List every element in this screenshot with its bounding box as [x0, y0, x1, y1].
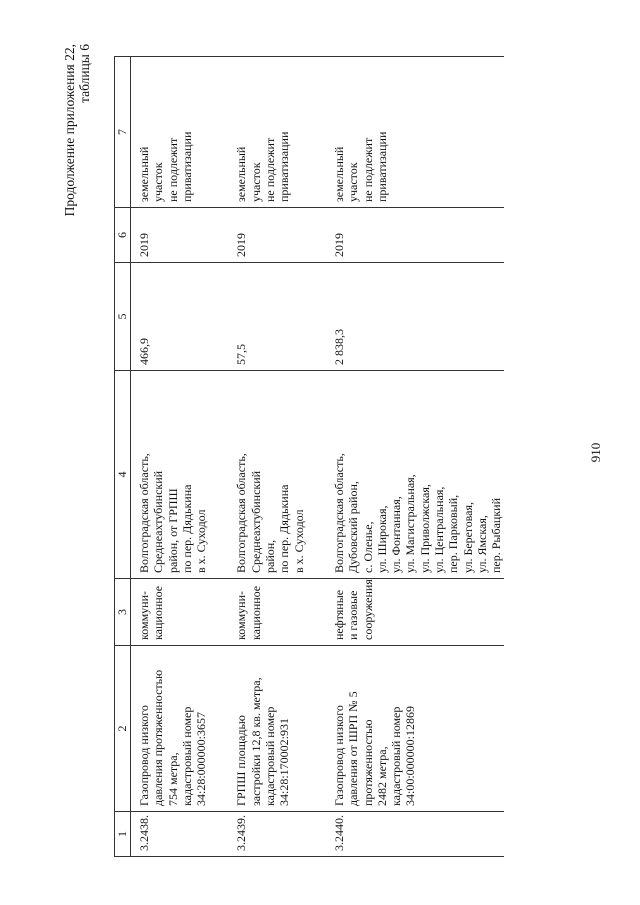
- column-header-2: 2: [115, 646, 131, 812]
- column-header-5: 5: [115, 263, 131, 371]
- row-number: 3.2438.: [131, 812, 229, 857]
- object-name: Газопровод низкого давления от ШРП № 5 протяженностью 2482 метра, кадастровый номер 34:00:000000:12869: [326, 646, 504, 812]
- column-header-7: 7: [115, 57, 131, 208]
- table-row: [131, 57, 229, 857]
- object-area: 57,5: [228, 263, 325, 371]
- table-row: [326, 57, 504, 857]
- row-number: 3.2440.: [326, 812, 504, 857]
- object-location: Волгоградская область, Среднеахтубинский район, от ГРПШ по пер. Дядькина в х. Суходол: [131, 371, 229, 579]
- object-purpose: нефтяные и газовые сооружения: [326, 579, 504, 646]
- object-year: 2019: [131, 208, 229, 263]
- object-area: 466,9: [131, 263, 229, 371]
- object-year: 2019: [228, 208, 325, 263]
- page-number: 910: [588, 442, 603, 463]
- object-note: земельный участок не подлежит приватизации: [131, 57, 229, 208]
- object-note: земельный участок не подлежит приватизации: [228, 57, 325, 208]
- object-year: 2019: [326, 208, 504, 263]
- column-number-row: [115, 57, 131, 857]
- object-purpose: коммуни- кационное: [131, 579, 229, 646]
- object-name: ГРПШ площадью застройки 12,8 кв. метра, кадастровый номер 34:28:170002:931: [228, 646, 325, 812]
- row-number: 3.2439.: [228, 812, 325, 857]
- property-table: [114, 56, 504, 857]
- continuation-header: Продолжение приложения 22, таблицы 6: [62, 44, 92, 217]
- object-purpose: коммуни- кационное: [228, 579, 325, 646]
- object-note: земельный участок не подлежит приватизации: [326, 57, 504, 208]
- column-header-1: 1: [115, 812, 131, 857]
- object-name: Газопровод низкого давления протяженностью 754 метра, кадастровый номер 34:28:000000:3657: [131, 646, 229, 812]
- table-row: [228, 57, 325, 857]
- object-location: Волгоградская область, Среднеахтубинский район, по пер. Дядькина в х. Суходол: [228, 371, 325, 579]
- column-header-6: 6: [115, 208, 131, 263]
- column-header-4: 4: [115, 371, 131, 579]
- object-area: 2 838,3: [326, 263, 504, 371]
- column-header-3: 3: [115, 579, 131, 646]
- object-location: Волгоградская область, Дубовский район, с. Оленье, ул. Широкая, ул. Фонтанная, ул. Магистральная, ул. Приволжская, ул. Центральная, пер. Парковый, ул. Береговая, ул. Ямская, пер. Рыбацкий: [326, 371, 504, 579]
